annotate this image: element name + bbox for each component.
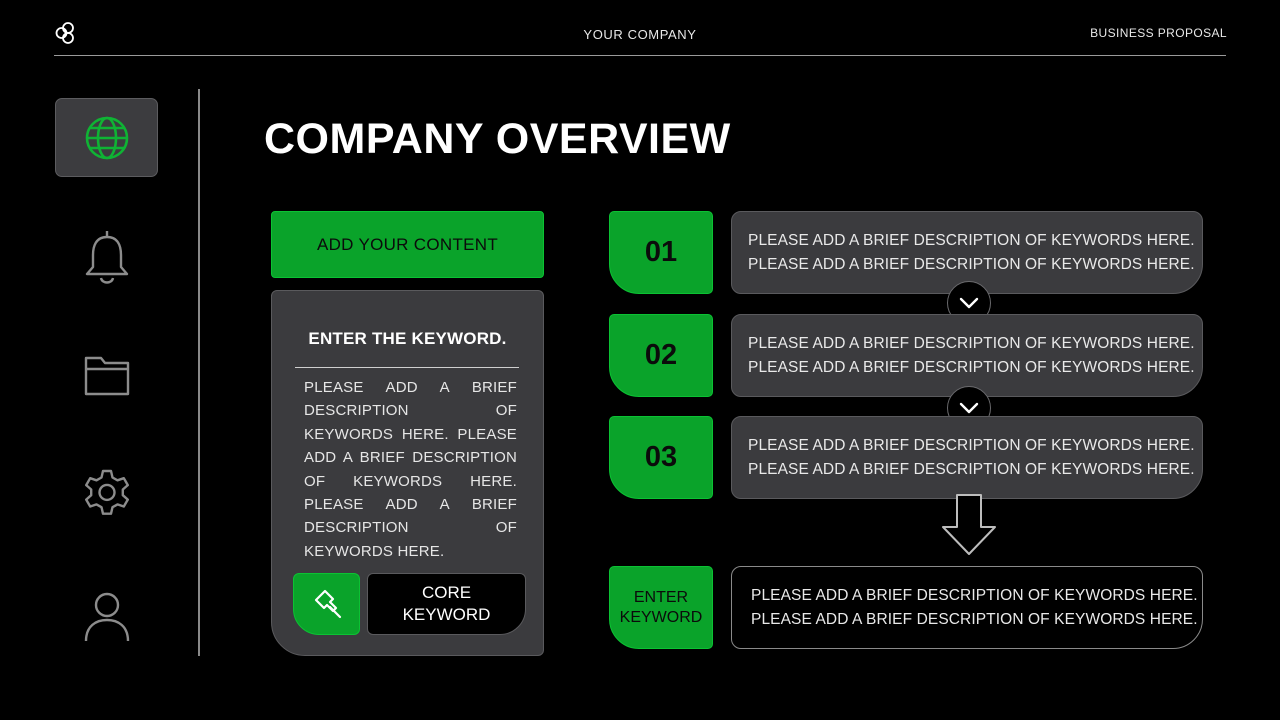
document-type-label: BUSINESS PROPOSAL <box>1090 26 1227 40</box>
step-description-line: PLEASE ADD A BRIEF DESCRIPTION OF KEYWORDS HERE. <box>748 436 1195 454</box>
step-description-line: PLEASE ADD A BRIEF DESCRIPTION OF KEYWORDS HERE. <box>748 358 1195 376</box>
final-keyword-badge <box>609 566 713 649</box>
step-description-line: PLEASE ADD A BRIEF DESCRIPTION OF KEYWORDS HERE. <box>748 255 1195 273</box>
step-description-line: PLEASE ADD A BRIEF DESCRIPTION OF KEYWORDS HERE. <box>748 231 1195 249</box>
page-title: COMPANY OVERVIEW <box>264 115 731 163</box>
step-number-badge: 01 <box>609 211 713 294</box>
step-description-box <box>731 314 1203 397</box>
step-description-line: PLEASE ADD A BRIEF DESCRIPTION OF KEYWORDS HERE. <box>748 460 1195 478</box>
sidebar-item-settings[interactable] <box>55 453 158 532</box>
chevron-down-icon <box>959 297 979 309</box>
core-keyword-label <box>403 582 491 626</box>
core-keyword-button[interactable] <box>367 573 526 635</box>
final-keyword-label <box>620 588 703 628</box>
step-number-badge: 02 <box>609 314 713 397</box>
step-description-box <box>731 416 1203 499</box>
sidebar-item-globe[interactable] <box>55 98 158 177</box>
arrow-down-icon <box>940 493 998 557</box>
chevron-down-icon <box>959 402 979 414</box>
final-description-box <box>731 566 1203 649</box>
keyword-card <box>271 290 544 656</box>
core-keyword-line2: KEYWORD <box>402 605 491 624</box>
header-divider <box>54 55 1226 56</box>
bell-icon <box>84 229 130 285</box>
gear-icon <box>82 468 132 518</box>
final-keyword-line2: KEYWORD <box>619 608 703 626</box>
sidebar-divider <box>198 89 200 656</box>
sidebar-item-profile[interactable] <box>55 577 158 656</box>
step-number-badge: 03 <box>609 416 713 499</box>
company-name: YOUR COMPANY <box>583 27 697 42</box>
final-description-line: PLEASE ADD A BRIEF DESCRIPTION OF KEYWORDS HERE. <box>751 586 1198 604</box>
card-divider <box>295 367 519 368</box>
add-content-button[interactable]: ADD YOUR CONTENT <box>271 211 544 278</box>
final-keyword-line1: ENTER <box>633 588 689 606</box>
folder-icon <box>83 353 131 397</box>
user-icon <box>84 591 130 643</box>
globe-icon <box>84 115 130 161</box>
card-heading: ENTER THE KEYWORD. <box>308 329 507 348</box>
pin-button[interactable] <box>293 573 360 635</box>
step-description-line: PLEASE ADD A BRIEF DESCRIPTION OF KEYWORDS HERE. <box>748 334 1195 352</box>
core-keyword-line1: CORE <box>421 583 472 602</box>
final-description-line: PLEASE ADD A BRIEF DESCRIPTION OF KEYWORDS HERE. <box>751 610 1198 628</box>
sidebar-item-notifications[interactable] <box>55 217 158 296</box>
sidebar-item-files[interactable] <box>55 335 158 414</box>
pushpin-icon <box>310 587 344 621</box>
card-description: PLEASE ADD A BRIEF DESCRIPTION OF KEYWORDS HERE. PLEASE ADD A BRIEF DESCRIPTION OF KEYWORDS HERE. PLEASE ADD A BRIEF DESCRIPTION OF KEYWORDS HERE. <box>304 379 517 560</box>
